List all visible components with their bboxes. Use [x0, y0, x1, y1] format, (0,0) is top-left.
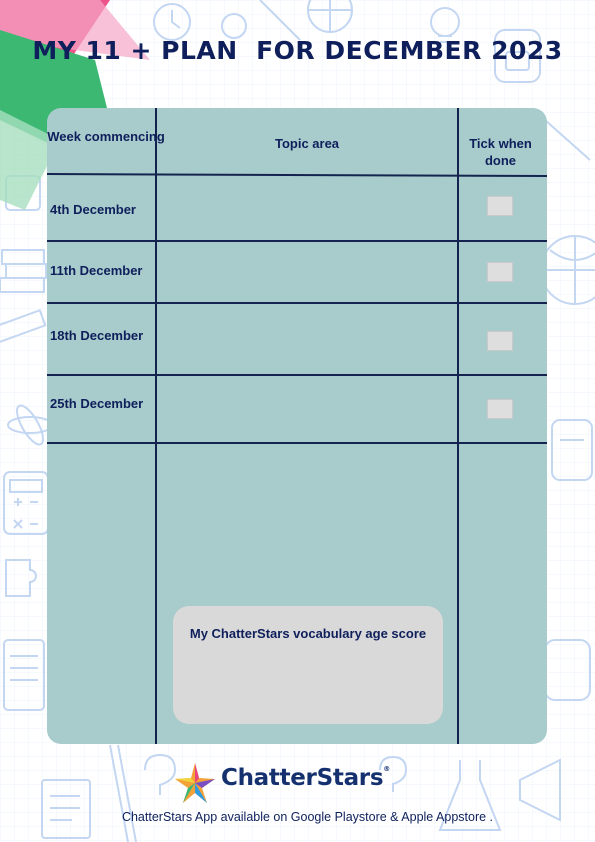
- chatterstars-star-logo-icon: [174, 762, 216, 804]
- vocabulary-score-label: My ChatterStars vocabulary age score: [189, 626, 427, 641]
- header-week-commencing: Week commencing: [47, 129, 165, 144]
- row-tick-checkbox[interactable]: [487, 196, 513, 216]
- chatterstars-brand-name: [221, 765, 390, 791]
- row-tick-checkbox[interactable]: [487, 331, 513, 351]
- page-title: MY 11 + PLAN FOR DECEMBER 2023: [32, 36, 563, 65]
- row-week-label: 4th December: [50, 202, 136, 217]
- registered-mark: ®: [383, 765, 390, 773]
- row-week-label: 18th December: [50, 328, 144, 343]
- footer-app-availability: ChatterStars App available on Google Playstore & Apple Appstore .: [121, 810, 494, 824]
- header-topic-area: Topic area: [274, 136, 340, 151]
- brand-text: ChatterStars: [221, 765, 384, 791]
- vocabulary-score-box[interactable]: [173, 606, 443, 724]
- row-tick-checkbox[interactable]: [487, 399, 513, 419]
- header-tick-when-done: Tick when done: [469, 136, 532, 168]
- row-week-label: 25th December: [50, 396, 144, 411]
- row-tick-checkbox[interactable]: [487, 262, 513, 282]
- row-week-label: 11th December: [50, 263, 143, 278]
- plan-table: [47, 108, 547, 744]
